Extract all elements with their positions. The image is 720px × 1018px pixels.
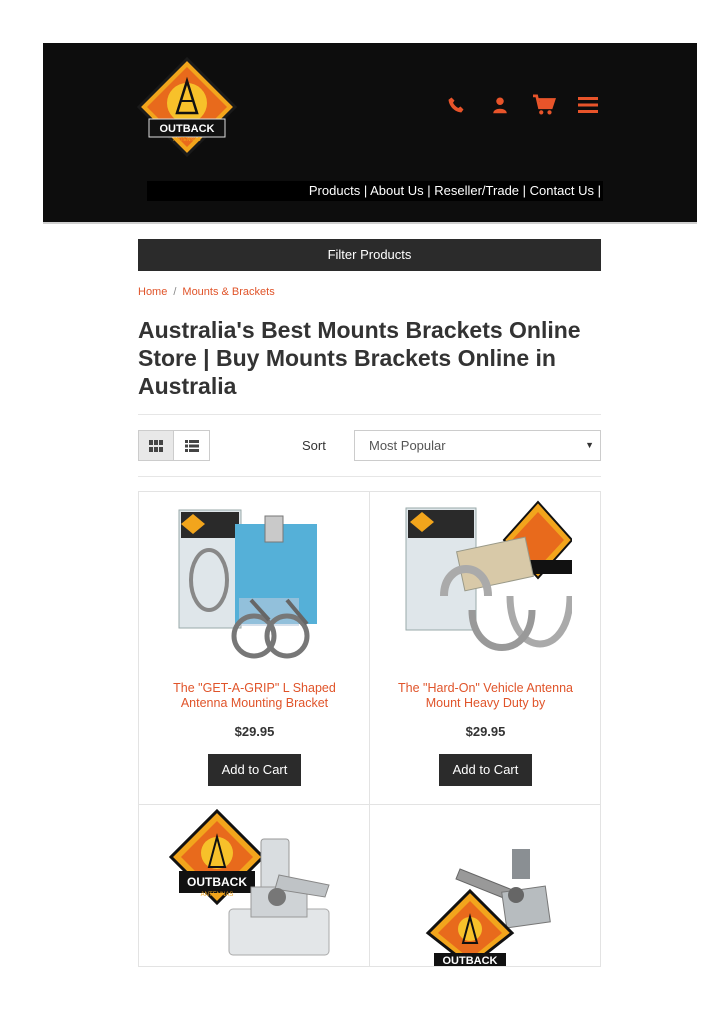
sort-select[interactable] [354, 430, 601, 461]
nav-separator: | [363, 183, 368, 198]
add-to-cart-button[interactable]: Add to Cart [208, 754, 301, 786]
nav-separator: | [597, 183, 601, 198]
list-view-button[interactable] [174, 431, 209, 460]
product-card [139, 805, 370, 966]
filter-products-button[interactable]: Filter Products [138, 239, 601, 271]
product-card [370, 492, 601, 805]
page-title: Australia's Best Mounts Brackets Online Store | Buy Mounts Brackets Online in Australia [138, 317, 581, 399]
product-grid [138, 491, 601, 967]
divider [138, 476, 601, 477]
outback-logo[interactable] [137, 57, 237, 157]
product-image[interactable] [169, 809, 341, 966]
sort-selected-value: Most Popular [369, 438, 446, 453]
nav-separator: | [427, 183, 431, 198]
product-price: $29.95 [234, 724, 275, 739]
add-to-cart-button[interactable]: Add to Cart [439, 754, 532, 786]
header-icons [443, 93, 601, 117]
svg-text:OUTBACK: OUTBACK [442, 955, 498, 966]
breadcrumb-home[interactable]: Home [138, 286, 168, 298]
grid-view-button[interactable] [139, 431, 174, 460]
nav-reseller-trade[interactable]: Reseller/Trade [434, 183, 520, 198]
nav-contact-us[interactable]: Contact Us [529, 183, 594, 198]
sort-label: Sort [302, 438, 326, 453]
user-icon[interactable] [487, 93, 513, 117]
svg-text:ANTENNAS: ANTENNAS [173, 137, 201, 143]
product-card [370, 805, 601, 966]
breadcrumb-current[interactable]: Mounts & Brackets [182, 286, 275, 298]
product-name[interactable]: The "Hard-On" Vehicle Antenna Mount Heavy Duty by [398, 681, 573, 710]
product-image[interactable] [169, 500, 341, 670]
product-price: $29.95 [465, 724, 506, 739]
breadcrumb-separator: / [173, 286, 177, 298]
breadcrumb [138, 286, 275, 298]
grid-icon [149, 440, 163, 452]
nav-products[interactable]: Products [308, 183, 361, 198]
product-image[interactable] [400, 809, 572, 966]
site-header [43, 43, 697, 224]
chevron-down-icon: ▼ [585, 440, 594, 450]
svg-text:OUTBACK: OUTBACK [187, 875, 247, 889]
view-toggle [138, 430, 210, 461]
nav-separator: | [522, 183, 527, 198]
product-name[interactable]: The "GET-A-GRIP" L Shaped Antenna Mounting Bracket [173, 681, 336, 710]
divider [138, 414, 601, 415]
list-icon [185, 440, 199, 452]
cart-icon[interactable] [531, 93, 557, 117]
phone-icon[interactable] [443, 93, 469, 117]
top-navigation [147, 181, 603, 201]
product-image[interactable] [400, 500, 572, 670]
product-card [139, 492, 370, 805]
svg-text:ANTENNAS: ANTENNAS [200, 892, 234, 898]
menu-icon[interactable] [575, 93, 601, 117]
svg-text:OUTBACK: OUTBACK [159, 123, 215, 135]
nav-about-us[interactable]: About Us [370, 183, 424, 198]
